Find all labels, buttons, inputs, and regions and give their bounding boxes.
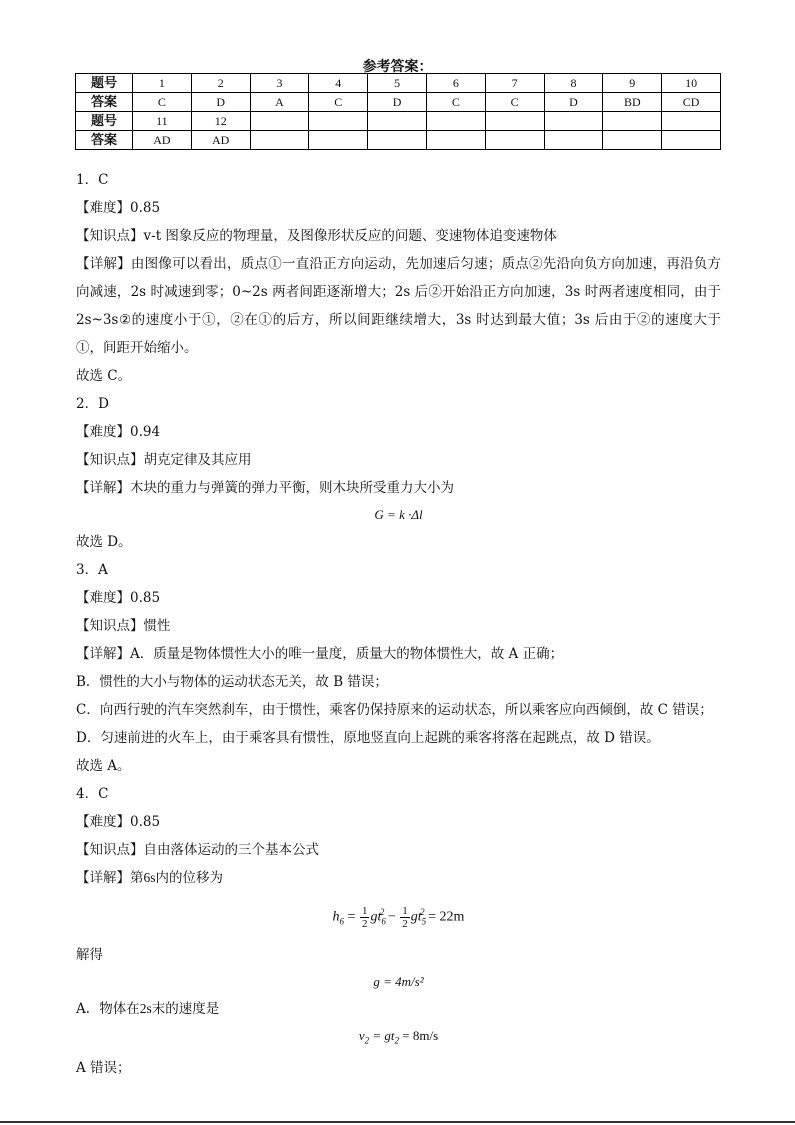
q4-option-a-suffix: 末的速度是 xyxy=(151,1001,220,1018)
table-cell: AD xyxy=(191,131,250,150)
table-cell: CD xyxy=(662,93,721,112)
page-title: 参考答案： xyxy=(362,59,433,75)
table-cell: 10 xyxy=(662,74,721,93)
table-cell: 2 xyxy=(191,74,250,93)
row-header: 答案 xyxy=(76,93,133,112)
table-cell xyxy=(662,112,721,131)
q1-choice: 故选 C。 xyxy=(76,368,132,384)
table-cell: C xyxy=(309,93,368,112)
table-cell xyxy=(368,112,427,131)
table-cell: C xyxy=(133,93,192,112)
table-row xyxy=(76,112,721,131)
formula-h: h xyxy=(332,909,340,925)
frac-den: 2 xyxy=(361,917,368,930)
formula-rhs: = 8m/s xyxy=(399,1028,439,1044)
table-row xyxy=(76,131,721,150)
table-cell xyxy=(544,112,603,131)
table-cell: 5 xyxy=(368,74,427,93)
q2-heading: 2．D xyxy=(76,396,109,412)
table-cell xyxy=(662,131,721,150)
formula-mid: = gt xyxy=(369,1028,395,1044)
frac-num: 1 xyxy=(402,904,408,917)
q4-formula-velocity xyxy=(76,1023,721,1054)
q2-formula: G = k ·Δl xyxy=(374,507,423,522)
table-cell: D xyxy=(544,93,603,112)
table-cell: 9 xyxy=(603,74,662,93)
table-cell: A xyxy=(250,93,309,112)
formula-sub: 5 xyxy=(421,916,427,927)
q3-knowledge-point: 【知识点】惯性 xyxy=(76,618,171,634)
q4-option-a xyxy=(76,995,721,1023)
q4-option-a-prefix: A．物体在 xyxy=(76,1001,140,1018)
q4-solve-label: 解得 xyxy=(76,947,103,964)
table-cell: 1 xyxy=(133,74,192,93)
q4-option-a-verdict: A 错误； xyxy=(76,1060,131,1077)
answer-explanations xyxy=(76,166,721,1082)
q4-formula-displacement: $h_6$ = $\frac{1}{2}$ $gt_6^2$ − $\frac{1}{2}$ $gt_5^2 = 22m$ xyxy=(332,904,465,930)
q2-choice: 故选 D。 xyxy=(76,534,132,550)
q2-knowledge-point: 【知识点】胡克定律及其应用 xyxy=(76,452,252,468)
q1-difficulty: 【难度】0.85 xyxy=(76,200,161,216)
table-cell xyxy=(250,112,309,131)
q3-difficulty: 【难度】0.85 xyxy=(76,590,161,606)
table-cell xyxy=(485,131,544,150)
q3-choice: 故选 A。 xyxy=(76,758,131,774)
fraction xyxy=(400,905,410,930)
row-header: 题号 xyxy=(76,112,133,131)
formula-sub: 2 xyxy=(394,1036,400,1047)
table-cell: BD xyxy=(603,93,662,112)
q4-detail xyxy=(76,864,721,892)
table-cell xyxy=(426,131,485,150)
q3-option-d: D．匀速前进的火车上，由于乘客具有惯性，原地竖直向上起跳的乘客将落在起跳点，故 D 错误。 xyxy=(76,730,660,746)
table-cell: D xyxy=(368,93,427,112)
table-cell: AD xyxy=(133,131,192,150)
formula-sub: 6 xyxy=(339,916,345,927)
table-cell xyxy=(368,131,427,150)
formula-sup: 2 xyxy=(420,907,425,917)
q4-detail-var: 6s xyxy=(143,870,156,885)
frac-num: 1 xyxy=(361,904,368,917)
page-bottom-rule xyxy=(0,1121,795,1123)
q2-detail: 【详解】木块的重力与弹簧的弹力平衡，则木块所受重力大小为 xyxy=(76,480,454,496)
table-cell: 6 xyxy=(426,74,485,93)
q1-detail: 【详解】由图像可以看出，质点①一直沿正方向运动，先加速后匀速；质点②先沿向负方向加速，再沿负方向减速，2s 时减速到零；0~2s 两者间距逐渐增大；2s 后②开始沿正方向加速，3s 时两者速度相同，由于 2s~3s②的速度小于①，②在①的后方，所以间距继续增大，3s 时达到最大值；3s 后由于②的速度大于①，间距开始缩小。 xyxy=(76,256,721,356)
table-cell: 12 xyxy=(191,112,250,131)
q1-heading: 1．C xyxy=(76,172,109,188)
q3-heading: 3．A xyxy=(76,562,108,578)
formula-gt: gt xyxy=(410,909,422,925)
table-cell: 4 xyxy=(309,74,368,93)
row-header: 题号 xyxy=(76,74,133,93)
table-cell xyxy=(426,112,485,131)
q3-option-a: 【详解】A．质量是物体惯性大小的唯一量度，质量大的物体惯性大，故 A 正确； xyxy=(76,646,564,662)
table-cell: C xyxy=(485,93,544,112)
table-cell: D xyxy=(191,93,250,112)
table-cell xyxy=(603,112,662,131)
table-cell: 3 xyxy=(250,74,309,93)
frac-den: 2 xyxy=(402,917,408,930)
q4-heading: 4．C xyxy=(76,786,109,802)
formula-rhs: = 22m xyxy=(428,909,465,925)
q3-option-c: C．向西行驶的汽车突然刹车，由于惯性，乘客仍保持原来的运动状态，所以乘客应向西倾倒，故 C 错误； xyxy=(76,702,713,718)
fraction xyxy=(360,905,370,930)
table-cell: C xyxy=(426,93,485,112)
q4-detail-prefix: 【详解】第 xyxy=(76,870,144,886)
row-header: 答案 xyxy=(76,131,133,150)
table-cell: 7 xyxy=(485,74,544,93)
q4-option-a-var: 2s xyxy=(139,1001,152,1017)
q2-difficulty: 【难度】0.94 xyxy=(76,424,161,440)
formula-sub: 2 xyxy=(364,1036,370,1047)
answer-table xyxy=(75,73,721,150)
q4-difficulty: 【难度】0.85 xyxy=(76,814,161,830)
table-row xyxy=(76,93,721,112)
q3-option-b: B．惯性的大小与物体的运动状态无关，故 B 错误； xyxy=(76,674,388,690)
table-cell xyxy=(544,131,603,150)
table-cell: 11 xyxy=(133,112,192,131)
q1-knowledge-point: 【知识点】v-t 图象反应的物理量，及图像形状反应的问题、变速物体追变速物体 xyxy=(76,228,557,244)
q4-knowledge-point: 【知识点】自由落体运动的三个基本公式 xyxy=(76,842,319,858)
formula-v: v xyxy=(358,1028,365,1044)
table-row xyxy=(76,74,721,93)
table-cell xyxy=(309,112,368,131)
q4-detail-suffix: 内的位移为 xyxy=(155,870,224,886)
table-cell xyxy=(603,131,662,150)
table-cell xyxy=(485,112,544,131)
table-cell xyxy=(309,131,368,150)
formula-gt: gt xyxy=(370,909,382,925)
formula-sup: 2 xyxy=(379,907,385,917)
table-cell xyxy=(250,131,309,150)
formula-sub: 6 xyxy=(381,916,386,927)
table-cell: 8 xyxy=(544,74,603,93)
q4-formula-g: g = 4m/s² xyxy=(373,974,424,990)
